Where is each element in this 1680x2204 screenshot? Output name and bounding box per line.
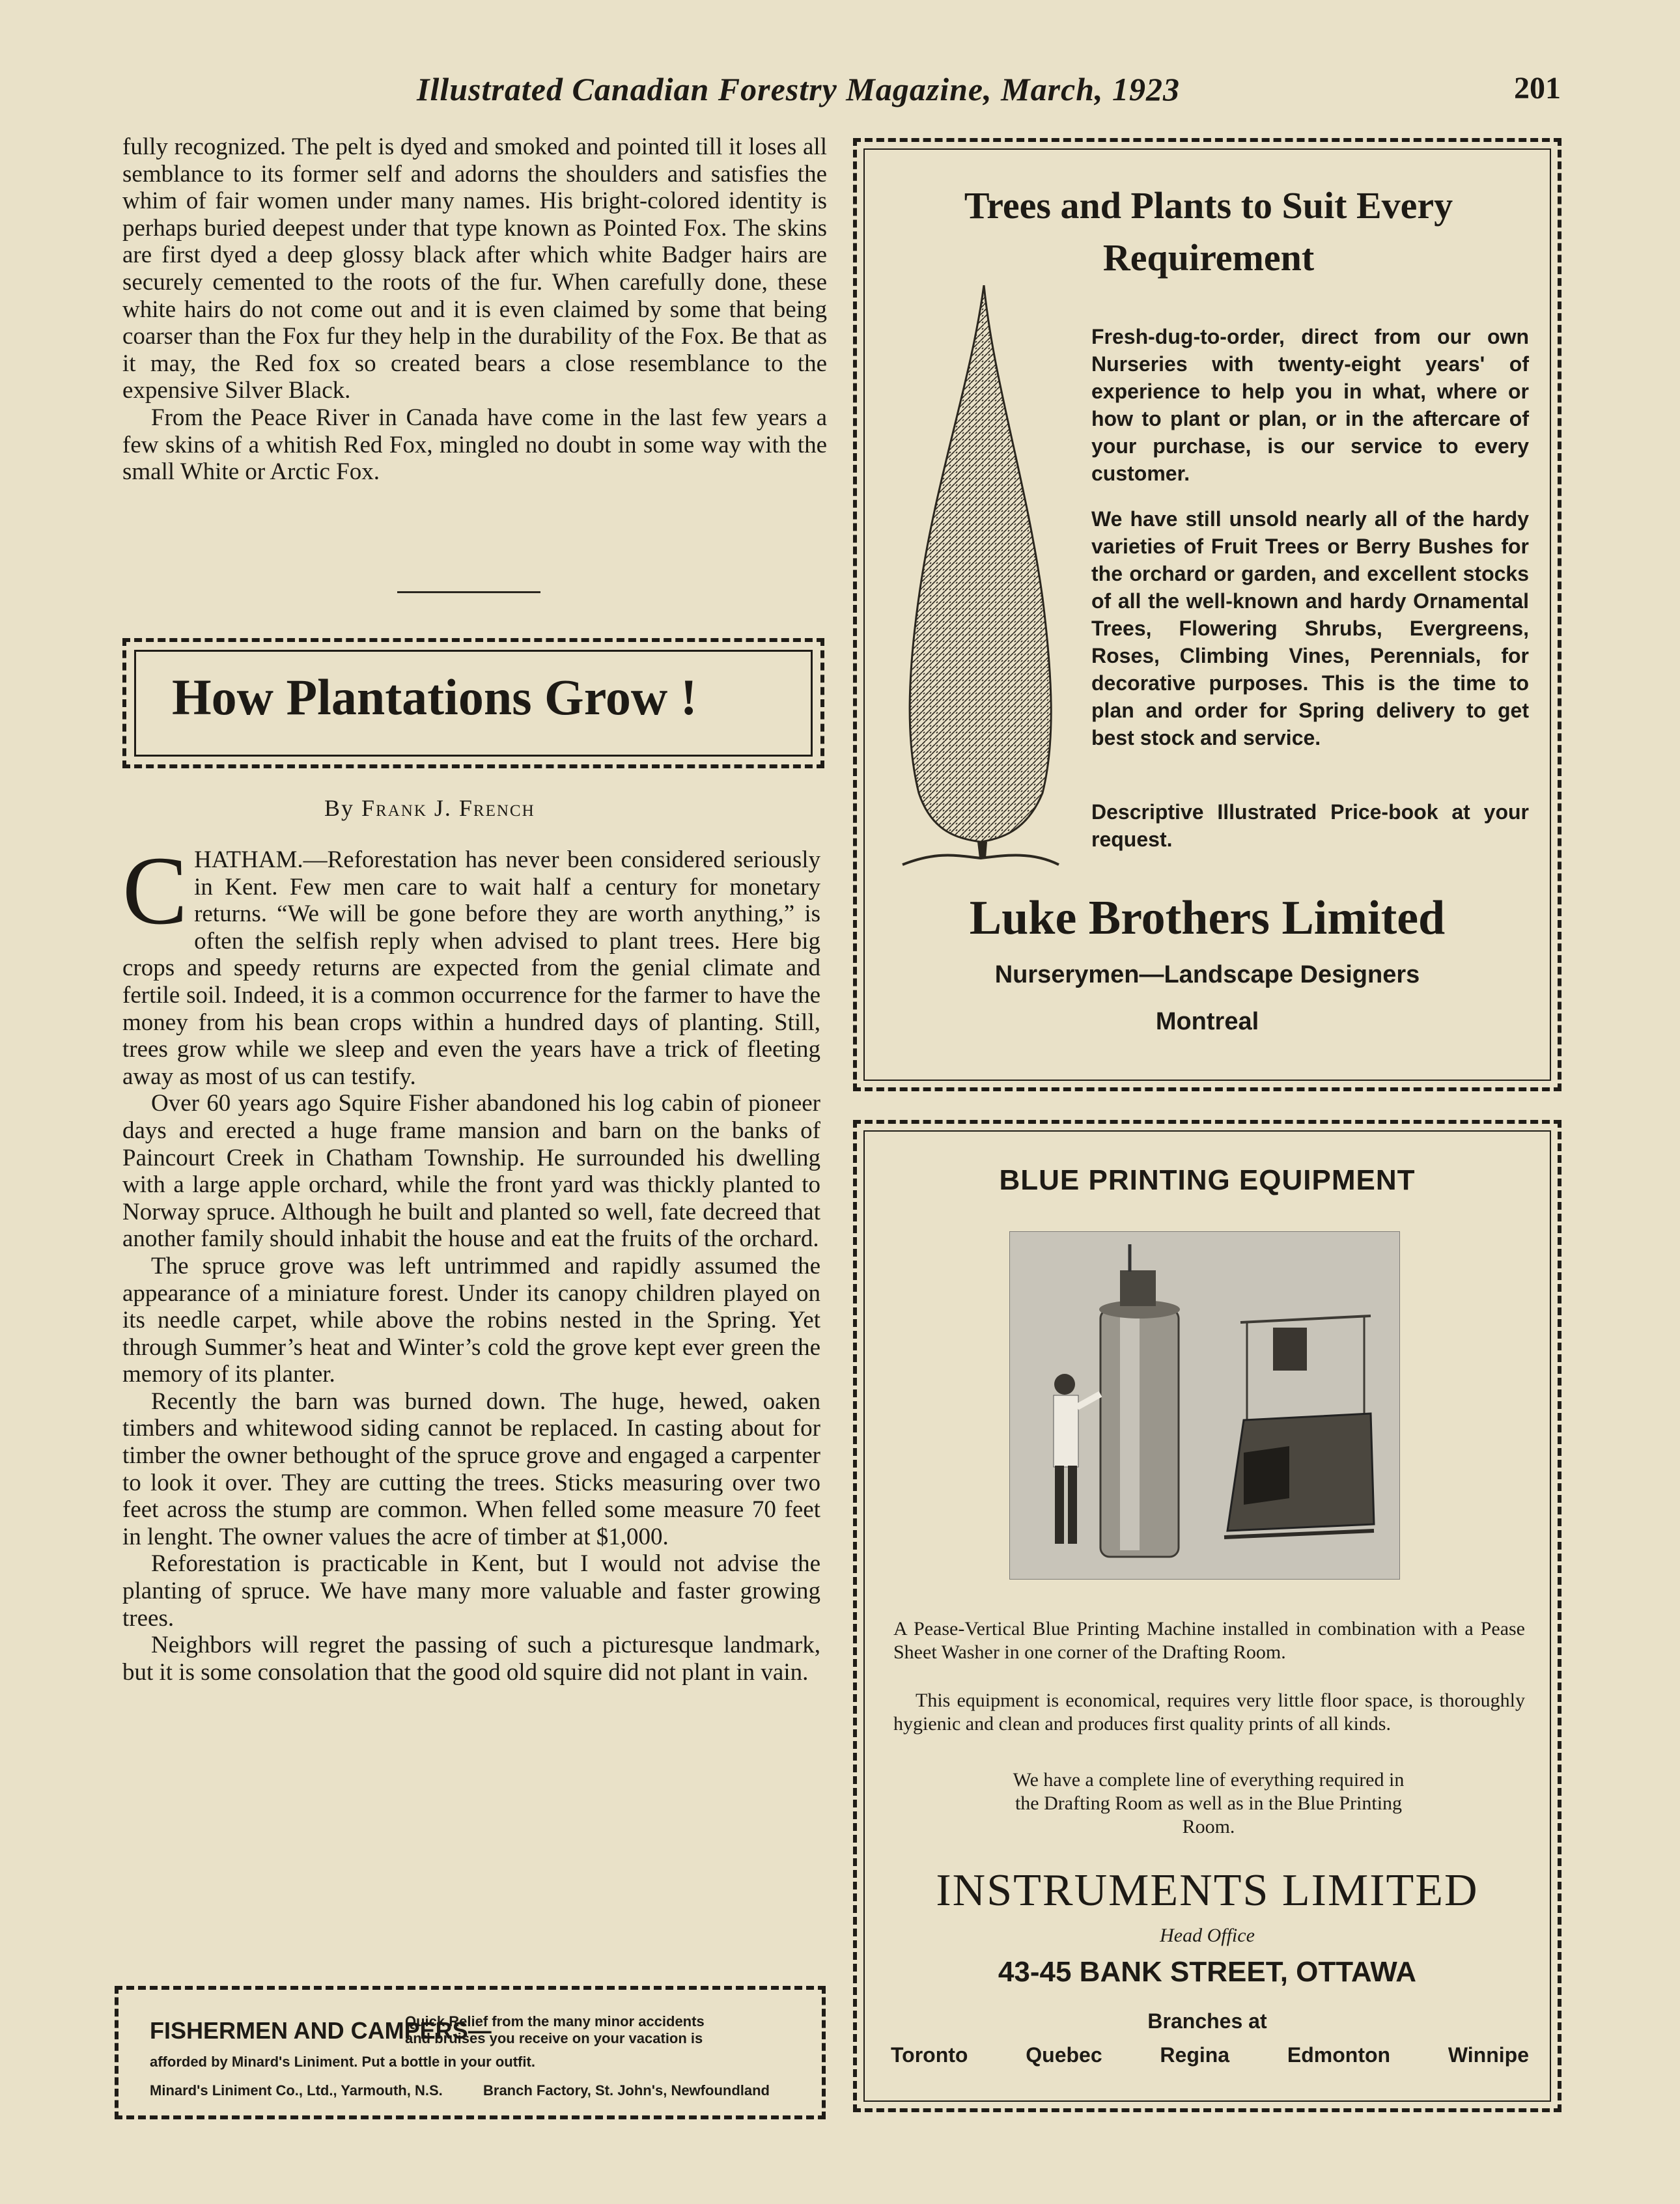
company-city: Montreal	[1155, 1008, 1259, 1035]
ad-paragraph: We have a complete line of everything required in the Drafting Room as well as in the Blue Printing Room.	[1013, 1769, 1405, 1837]
printing-machine-photo	[1009, 1231, 1400, 1580]
cypress-tree-illustration	[896, 285, 1065, 871]
company-address: 43-45 BANK STREET, OTTAWA	[998, 1956, 1417, 1988]
branch-city: Toronto	[891, 2043, 968, 2067]
article-paragraph: Recently the barn was burned down. The huge, hewed, oaken timbers and whitewood siding cannot be replaced. In casting about for timber the owner bethought of the spruce grove and engaged a carpenter to look it over. They are cutting the trees. Sticks measuring over two feet across the stump are common. When felled some measure 70 feet in lenght. The owner values the acre of timber at $1,000.	[122, 1388, 820, 1550]
article-paragraph-text: HATHAM.—Reforestation has never been considered seriously in Kent. Few men care to wait half a century for monetary returns. “We will be gone before they are worth anything,” is often the selfish reply when advised to plant trees. Here big crops and speedy returns are expected from the genial climate and fertile soil. Indeed, it is a common occurrence for the farmer to have the money from his bean crops within a hundred days of planting. Still, trees grow while we sleep and even the years have a trick of fleeting away as most of us can testify.	[122, 846, 820, 1090]
fox-article	[122, 133, 827, 486]
company-name: Luke Brothers Limited	[969, 891, 1446, 945]
ad-line	[150, 2054, 535, 2071]
branches-label: Branches at	[1147, 2009, 1267, 2033]
company-name: INSTRUMENTS LIMITED	[936, 1865, 1479, 1916]
fox-paragraph: From the Peace River in Canada have come in the last few years a few skins of a whitish Red Fox, mingled no doubt in some way with the small White or Arctic Fox.	[122, 404, 827, 486]
ad-headline: FISHERMEN AND CAMPERS—	[150, 2017, 492, 2044]
branches-list	[891, 2043, 1529, 2067]
luke-brothers-ad	[853, 138, 1561, 1091]
fox-paragraph: fully recognized. The pelt is dyed and smoked and pointed till it loses all semblance to its former self and adorns the shoulders and satisfies the whim of fair women under many names. His bright-colored identity is perhaps buried deepest under that type known as Pointed Fox. The skins are first dyed a deep glossy black after which white Badger hairs are securely cemented to the roots of the fur. When carefully done, these white hairs do not come out and it is even claimed by some that being coarser than the Fox fur they help in the durability of the Fox. Be that as it may, the Red fox so created bears a close resemblance to the expensive Silver Black.	[122, 133, 827, 404]
blue-printing-ad	[853, 1120, 1561, 2112]
author-name: Frank J. French	[361, 795, 535, 821]
ad-line: and bruises you receive on your vacation is	[405, 2030, 703, 2046]
ad-paragraph: Descriptive Illustrated Price-book at your request.	[1091, 800, 1529, 851]
branch-city: Winnipe	[1448, 2043, 1529, 2067]
minards-ad	[115, 1986, 826, 2119]
company-address: Minard's Liniment Co., Ltd., Yarmouth, N.S.	[150, 2082, 443, 2099]
article-paragraph: Reforestation is practicable in Kent, but I would not advise the planting of spruce. We have many more valuable and faster growing trees.	[122, 1550, 820, 1632]
factory-address: Branch Factory, St. John's, Newfoundland	[483, 2082, 770, 2099]
product-name: Minard's Liniment.	[231, 2054, 358, 2070]
byline-prefix: By	[324, 795, 355, 821]
ad-paragraph: Fresh-dug-to-order, direct from our own Nurseries with twenty-eight years' of experience to help you in what, where or how to plant or plan, or in the aftercare of your purchase, is our service to every customer.	[1091, 325, 1529, 485]
page-header	[0, 70, 1680, 116]
drop-cap: C	[122, 837, 188, 945]
page-number: 201	[1514, 71, 1561, 105]
branch-city: Quebec	[1026, 2043, 1102, 2067]
article-paragraph: The spruce grove was left untrimmed and rapidly assumed the appearance of a miniature forest. Under its canopy children played on its needle carpet, while above the robins nested in the Spring. Yet through Summer’s heat and Winter’s cold the grove kept ever green the memory of its planter.	[122, 1252, 820, 1388]
ad-text: afforded by	[150, 2054, 228, 2070]
ad-text: Put a bottle in your outfit.	[361, 2054, 535, 2070]
photo-caption: A Pease-Vertical Blue Printing Machine installed in combination with a Pease Sheet Washer in one corner of the Drafting Room.	[893, 1618, 1525, 1663]
ad-paragraph: We have still unsold nearly all of the hardy varieties of Fruit Trees or Berry Bushes for the orchard or garden, and excellent stocks of all the well-known and hardy Ornamental Trees, Flowering Shrubs, Evergreens, Roses, Climbing Vines, Perennials, for decorative purposes. This is the time to plan and order for Spring delivery to get best stock and service.	[1091, 507, 1529, 749]
article-paragraph: Over 60 years ago Squire Fisher abandoned his log cabin of pioneer days and erected a huge frame mansion and barn on the banks of Paincourt Creek in Chatham Township. He surrounded his dwelling with a large apple orchard, while the front yard was thickly planted to Norway spruce. Although he built and planted so well, fate decreed that another family should inhabit the house and eat the fruits of the orchard.	[122, 1090, 820, 1253]
ad-paragraph: This equipment is economical, requires very little floor space, is thoroughly hygienic and clean and produces first quality prints of all kinds.	[893, 1690, 1525, 1735]
branch-city: Edmonton	[1287, 2043, 1391, 2067]
ad-headline: BLUE PRINTING EQUIPMENT	[999, 1164, 1416, 1196]
company-tagline: Nurserymen—Landscape Designers	[994, 961, 1420, 988]
magazine-title: Illustrated Canadian Forestry Magazine, March, 1923	[417, 71, 1181, 107]
article-heading: How Plantations Grow !	[172, 669, 697, 725]
branch-city: Regina	[1160, 2043, 1230, 2067]
ad-line: Quick Relief from the many minor accidents	[405, 2013, 705, 2030]
plantations-article	[122, 837, 820, 1686]
plantations-heading-box	[122, 638, 824, 768]
section-divider	[397, 591, 540, 593]
article-paragraph	[122, 837, 820, 1090]
byline	[324, 794, 535, 822]
article-paragraph: Neighbors will regret the passing of such a picturesque landmark, but it is some consolation that the good old squire did not plant in vain.	[122, 1632, 820, 1686]
head-office-label: Head Office	[1160, 1925, 1255, 1946]
ad-headline: Trees and Plants to Suit Every Requirement	[964, 184, 1453, 279]
